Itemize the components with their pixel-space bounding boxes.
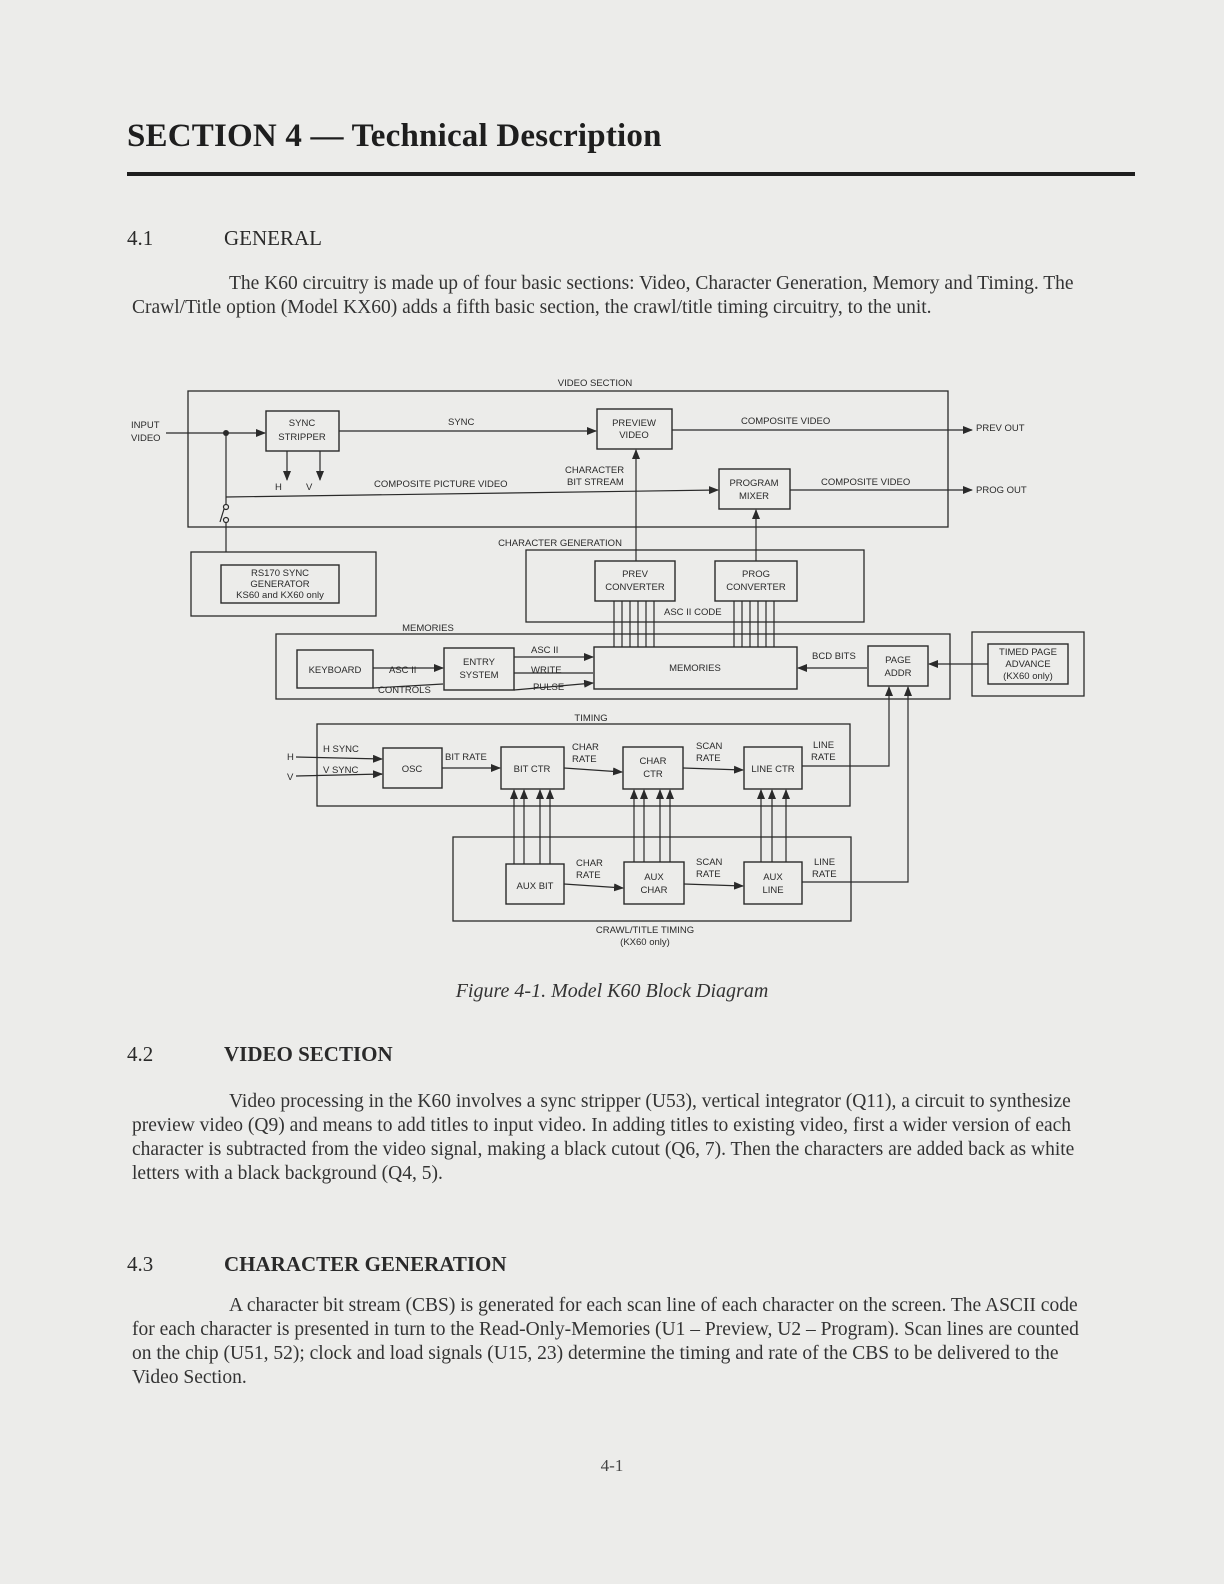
video-section-label: VIDEO SECTION [557, 378, 633, 389]
char-bit-stream-label-1: CHARACTER [565, 465, 625, 476]
composite-video-label-1: COMPOSITE VIDEO [741, 416, 831, 427]
prog-converter-text-1: PROG [742, 569, 770, 580]
preview-video-block [597, 409, 672, 449]
timed-page-text-3: (KX60 only) [1003, 671, 1053, 682]
asc-ii-code-label: ASC II CODE [664, 607, 722, 618]
prev-converter-block [595, 561, 675, 601]
paragraph-character-generation: A character bit stream (CBS) is generated for each scan line of each character on the screen. The ASCII code for each character is presented in turn to the Read-Only-Memories (U1 – Preview, U2 – Program). Scan lines are counted on the chip (U51, 52); clock and load signals (U15, 23) determine the timing and rate of the CBS to be delivered to the Video Section. [132, 1295, 1079, 1388]
char-bit-stream-label-2: BIT STREAM [567, 477, 624, 488]
memories-section-label: MEMORIES [402, 623, 454, 634]
line-rate-label-3: LINE [814, 857, 836, 868]
prog-converter-text-2: CONVERTER [726, 582, 786, 593]
line-rate-label-1: LINE [813, 740, 835, 751]
crawl-section-label: CRAWL/TITLE TIMING [595, 925, 695, 936]
v-input-label: V [287, 772, 294, 783]
composite-picture-video-label: COMPOSITE PICTURE VIDEO [374, 479, 508, 490]
h-input-label: H [287, 752, 294, 763]
timed-page-text-1: TIMED PAGE [999, 647, 1057, 658]
sync-stripper-text-1: SYNC [288, 418, 316, 429]
char-ctr-text-2: CTR [643, 769, 663, 780]
entry-system-text-2: SYSTEM [459, 670, 499, 681]
aux-char-text-2: CHAR [640, 885, 668, 896]
char-rate-label-1: CHAR [572, 742, 599, 753]
bit-ctr-text: BIT CTR [513, 764, 551, 775]
osc-text: OSC [401, 764, 423, 775]
program-mixer-text-1: PROGRAM [729, 478, 779, 489]
page-addr-text-1: PAGE [885, 655, 911, 666]
timing-section-label: TIMING [574, 713, 608, 724]
input-video-label-2: VIDEO [131, 433, 161, 444]
keyboard-text: KEYBOARD [308, 665, 362, 676]
prev-out-label: PREV OUT [976, 423, 1025, 434]
bit-rate-label: BIT RATE [445, 752, 487, 763]
heading-title: VIDEO SECTION [224, 1042, 393, 1066]
counter-bus-lines [514, 790, 786, 864]
bcd-bits-label: BCD BITS [812, 651, 856, 662]
heading-4-2 [127, 1042, 393, 1067]
scan-rate-label-4: RATE [696, 869, 721, 880]
scan-rate-label-3: SCAN [696, 857, 723, 868]
page-addr-block [868, 646, 928, 686]
char-rate-label-3: CHAR [576, 858, 603, 869]
heading-title: CHARACTER GENERATION [224, 1252, 507, 1276]
scan-rate-label-2: RATE [696, 753, 721, 764]
write-label: WRITE [531, 665, 562, 676]
memories-text: MEMORIES [669, 663, 721, 674]
controls-label: CONTROLS [378, 685, 431, 696]
heading-4-3 [127, 1252, 507, 1277]
program-mixer-block [719, 469, 790, 509]
preview-video-text-1: PREVIEW [612, 418, 656, 429]
input-video-label-1: INPUT [131, 420, 160, 431]
rs170-text-1: RS170 SYNC [250, 568, 310, 579]
composite-video-label-2: COMPOSITE VIDEO [821, 477, 911, 488]
prev-converter-text-2: CONVERTER [605, 582, 665, 593]
prog-converter-block [715, 561, 797, 601]
prog-out-label: PROG OUT [976, 485, 1027, 496]
crawl-section-note: (KX60 only) [620, 937, 670, 948]
aux-char-block [624, 862, 684, 904]
scan-rate-label-1: SCAN [696, 741, 723, 752]
paragraph-video-section: Video processing in the K60 involves a sync stripper (U53), vertical integrator (Q11), a circuit to synthesize preview video (Q9) and means to add titles to input video. In adding titles to existing video, first a wider version of each character is subtracted from the video signal, making a black cutout (Q6, 7). Then the characters are added back as white letters with a black background (Q4, 5). [132, 1091, 1075, 1184]
h-label: H [275, 482, 282, 493]
rs170-text-3: KS60 and KX60 only [236, 590, 324, 601]
chargen-section-label: CHARACTER GENERATION [498, 538, 622, 549]
h-sync-label: H SYNC [323, 744, 359, 755]
aux-bit-text: AUX BIT [516, 881, 554, 892]
pulse-label: PULSE [533, 682, 565, 693]
line-rate-label-2: RATE [811, 752, 836, 763]
v-sync-label: V SYNC [323, 765, 359, 776]
char-rate-label-4: RATE [576, 870, 601, 881]
figure-caption: Figure 4-1. Model K60 Block Diagram [455, 980, 769, 1002]
char-ctr-text-1: CHAR [639, 756, 667, 767]
sync-label: SYNC [448, 417, 475, 428]
section-title: SECTION 4 — Technical Description [127, 118, 662, 154]
heading-number: 4.2 [127, 1042, 154, 1066]
program-mixer-text-2: MIXER [738, 491, 770, 502]
heading-title: GENERAL [224, 226, 322, 250]
heading-number: 4.3 [127, 1252, 154, 1276]
sync-stripper-text-2: STRIPPER [278, 432, 326, 443]
aux-line-block [744, 862, 802, 904]
v-label: V [306, 482, 313, 493]
sync-stripper-block [266, 411, 339, 451]
page-number: 4-1 [600, 1456, 624, 1475]
aux-char-text-1: AUX [644, 872, 664, 883]
line-rate-label-4: RATE [812, 869, 837, 880]
asc-ii-label-2: ASC II [531, 645, 559, 656]
asc-ii-label-1: ASC II [389, 665, 417, 676]
rs170-text-2: GENERATOR [250, 579, 310, 590]
char-rate-label-2: RATE [572, 754, 597, 765]
aux-line-text-1: AUX [763, 872, 783, 883]
preview-video-text-2: VIDEO [619, 430, 649, 441]
line-ctr-text: LINE CTR [751, 764, 795, 775]
paragraph-general: The K60 circuitry is made up of four basic sections: Video, Character Generation, Memory and Timing. The Crawl/Title option (Model KX60) adds a fifth basic section, the crawl/title timing circuitry, to the unit. [132, 273, 1074, 318]
entry-system-block [444, 648, 514, 690]
prev-converter-text-1: PREV [622, 569, 648, 580]
aux-line-text-2: LINE [762, 885, 784, 896]
entry-system-text-1: ENTRY [462, 657, 496, 668]
heading-number: 4.1 [127, 226, 154, 250]
char-ctr-block [623, 747, 683, 789]
page-addr-text-2: ADDR [884, 668, 912, 679]
timed-page-text-2: ADVANCE [1005, 659, 1051, 670]
